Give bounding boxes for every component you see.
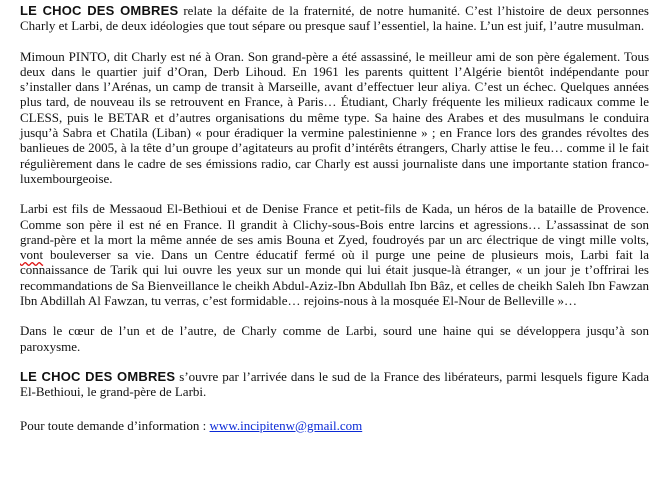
intro-paragraph [20,3,649,34]
paragraph-spacer [20,186,649,201]
paragraph-spacer [20,34,649,49]
book-title-repeat: LE CHOC DES OMBRES [20,368,176,384]
larbi-text-before: Larbi est fils de Messaoud El-Bethioui et de Denise France et petit-fils de Kada, un héros de la bataille de Provence. Comme son père il est né en France. Il grandit à Clichy-sous-Bois entre larcins et agressions… L’assassinat de son grand-père et la mort la même année de ses amis Bouna et Zyed, foudroyés par un arc électrique de vingt mille volts, [20,201,649,247]
larbi-paragraph [20,201,649,308]
spellcheck-underlined-word: vont [20,247,44,263]
book-title: LE CHOC DES OMBRES [20,3,179,18]
haine-text: Dans le cœur de l’un et de l’autre, de Charly comme de Larbi, sourd une haine qui se développera jusqu’à son paroxysme. [20,323,649,354]
email-link[interactable]: www.incipitenw@gmail.com [209,417,363,433]
charly-text: Mimoun PINTO, dit Charly est né à Oran. Son grand-père a été assassiné, le meilleur ami de son père également. Tous deux dans le quartier juif d’Oran, Derb Lihoud. En 1961 les parents quittent l’Algérie bientôt indépendante pour s’installer dans l’Arénas, un camp de transit à Marseille, avant d’effectuer leur aliya. C’est un échec. Quelques années plus tard, de nouveau ils se retrouvent en France, à Paris… Étudiant, Charly fréquente les milieux radicaux comme le CLESS, puis le BETAR et d’autres organisations du même type. Sa haine des Arabes et des musulmans le conduira jusqu’à Sabra et Chatila (Liban) « pour éradiquer la vermine palestinienne » ; en France lors des grandes révoltes des banlieues de 2005, à la tête d’un groupe d’agitateurs au profit d’intérêts étrangers, Charly attise le feu… comme il le fait régulièrement dans le cadre de ses émissions radio, car Charly est aussi journaliste dans une importante station franco-luxembourgeoise. [20,48,649,186]
paragraph-spacer [20,308,649,323]
contact-line [20,418,649,433]
paragraph-spacer [20,354,649,369]
larbi-text-after: bouleverser sa vie. Dans un Centre éducatif fermé où il purge une peine de plusieurs mois, Larbi fait la connaissance de Tarik qui lui ouvre les yeux sur un monde qui lui était jusque-là étranger, « un jour je t’offrirai les recommandations de Sa Bienveillance le cheikh Abdul-Aziz-Ibn Abdullah Ibn Bâz, et celles de cheikh Saleh Ibn Fawzan Ibn Abdillah Al Fawzan, tu verras, c’est formidable… rejoins-nous à la mosquée El-Nour de Belleville »… [20,247,649,309]
charly-paragraph [20,49,649,187]
arrival-paragraph [20,369,649,400]
arrival-text: s’ouvre par l’arrivée dans le sud de la France des libérateurs, parmi lesquels figure Kada El-Bethioui, le grand-père de Larbi. [20,368,650,400]
contact-label: Pour toute demande d’information : [20,417,210,433]
haine-paragraph [20,323,649,354]
intro-text: relate la défaite de la fraternité, de notre humanité. C’est l’histoire de deux personnes Charly et Larbi, de deux idéologies que tout sépare ou presque sauf l’essentiel, la haine. L’un est juif, l’autre musulman. [20,3,649,34]
